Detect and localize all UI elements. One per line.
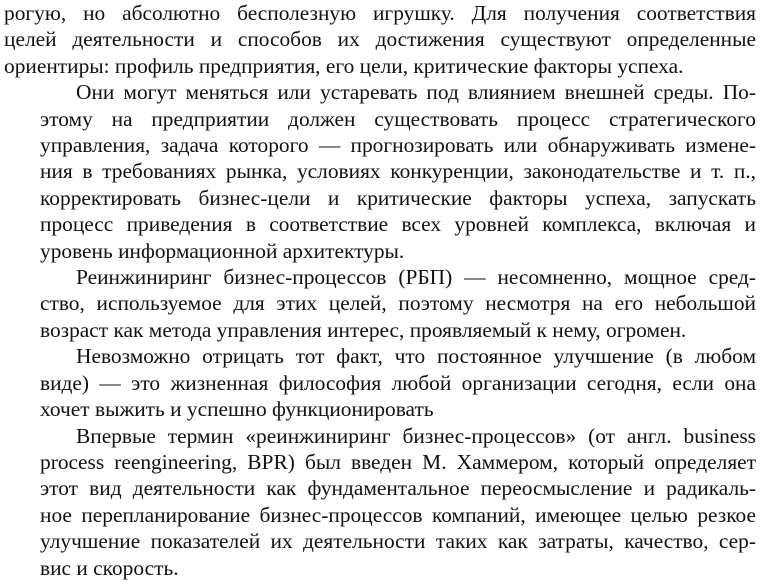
text-line: вис и скорость. — [40, 555, 179, 580]
paragraph — [4, 264, 756, 343]
text-line: process reengineering, BPR) был введен М. Хаммером, который определяет — [40, 449, 756, 474]
text-line: уровень информационной архитектуры. — [40, 238, 405, 263]
document-body — [4, 0, 756, 581]
text-line: ное перепланирование бизнес-процессов компаний, имеющее целью резкое — [40, 502, 756, 527]
text-line: процесс приведения в соответствие всех уровней комплекса, включая и — [40, 212, 756, 237]
text-line: виде) — это жизненная философия любой организации сегодня, если она — [40, 370, 756, 395]
text-line: возраст как метода управления интерес, проявляемый к нему, огромен. — [40, 317, 687, 342]
text-line: целей деятельности и способов их достижения существуют определенные — [4, 27, 756, 52]
text-line: Они могут меняться или устаревать под влиянием внешней среды. По- — [76, 80, 756, 105]
text-line: Реинжиниринг бизнес-процессов (РБП) — несомненно, мощное сред- — [76, 265, 756, 290]
text-line: рогую, но абсолютно бесполезную игрушку. Для получения соответствия — [4, 1, 756, 25]
text-line: ство, используемое для этих целей, поэтому несмотря на его небольшой — [40, 291, 756, 316]
text-line: Невозможно отрицать тот факт, что постоянное улучшение (в любом — [76, 344, 756, 369]
text-line: управления, задача которого — прогнозировать или обнаруживать измене- — [40, 133, 756, 158]
paragraph — [4, 79, 756, 264]
text-line: ния в требованиях рынка, условиях конкуренции, законодательстве и т. п., — [40, 159, 756, 184]
text-line: ориентиры: профиль предприятия, его цели, критические факторы успеха. — [4, 53, 684, 78]
text-line: хочет выжить и успешно функционировать — [40, 397, 434, 422]
text-line: Впервые термин «реинжиниринг бизнес-процессов» (от англ. business — [76, 423, 756, 448]
text-line: этот вид деятельности как фундаментальное переосмысление и радикаль- — [40, 476, 756, 501]
paragraph — [4, 0, 756, 79]
text-line: улучшение показателей их деятельности таких как затраты, качество, сер- — [40, 529, 756, 554]
paragraph — [4, 423, 756, 581]
text-line: корректировать бизнес-цели и критические факторы успеха, запускать — [40, 185, 756, 210]
paragraph — [4, 343, 756, 422]
text-line: этому на предприятии должен существовать процесс стратегического — [40, 106, 756, 131]
